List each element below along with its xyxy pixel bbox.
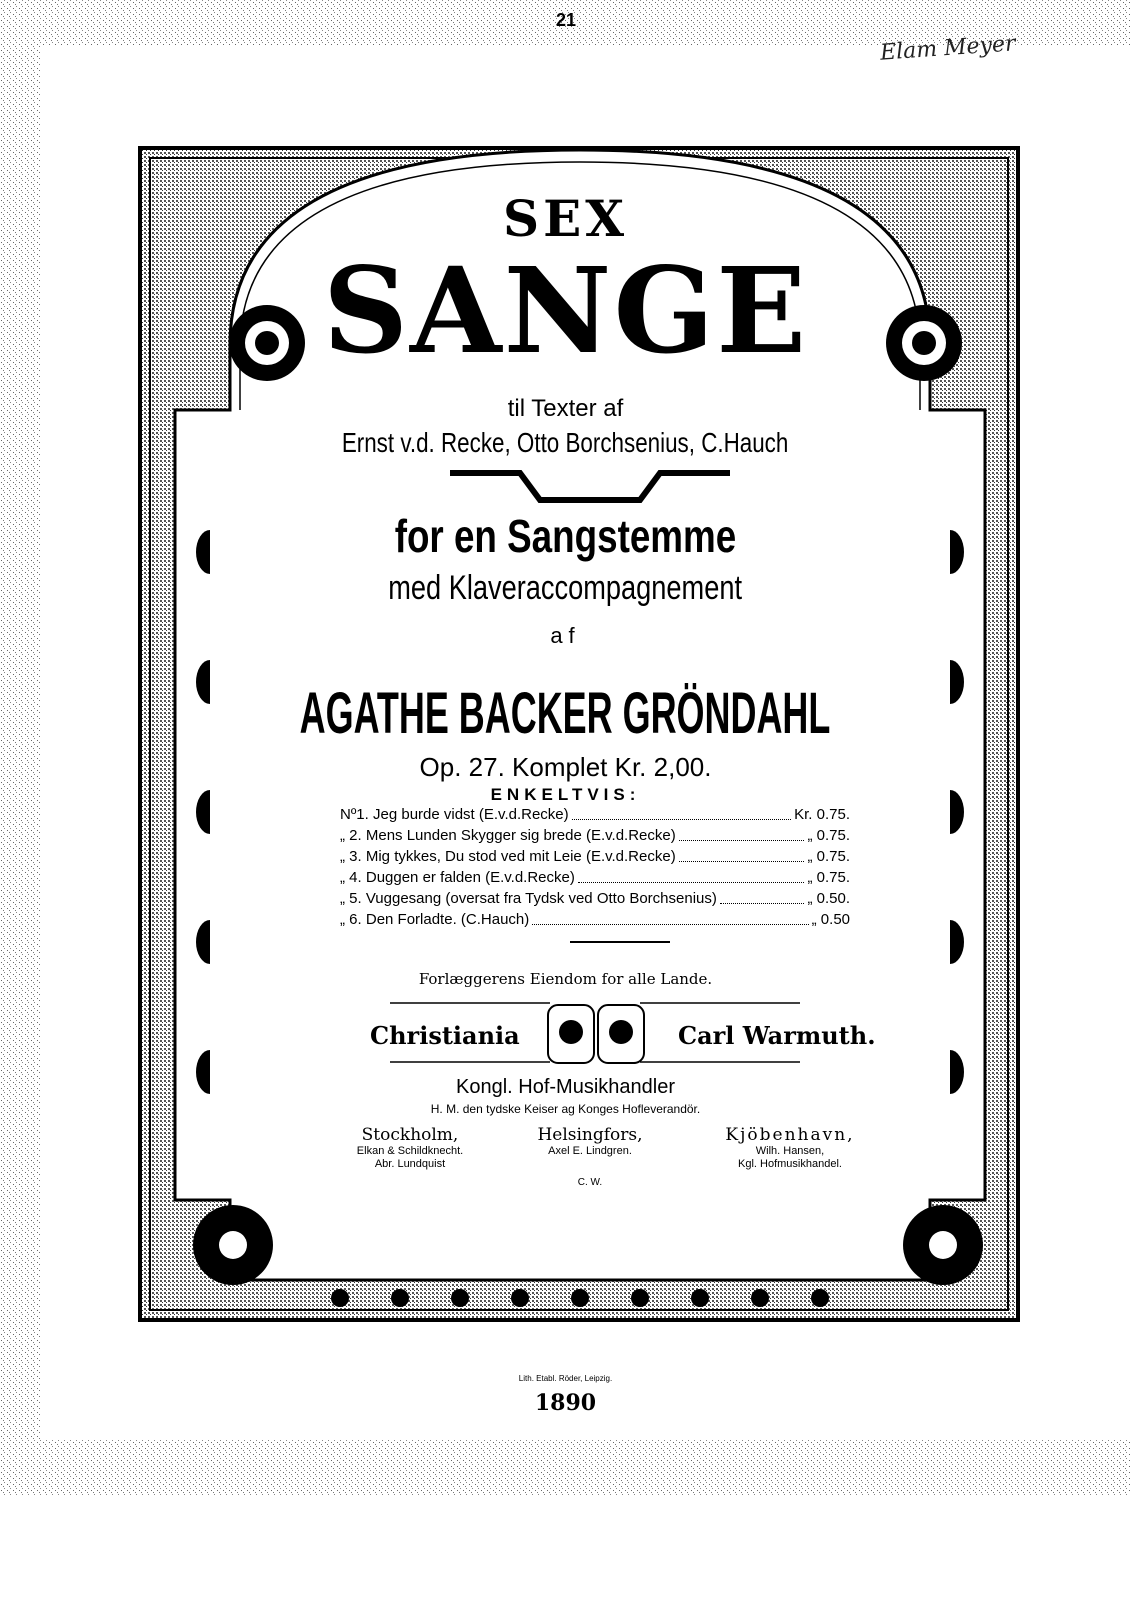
song-title: Mens Lunden Skygger sig brede (E.v.d.Recke) bbox=[365, 827, 676, 844]
song-number: Nº1. bbox=[340, 806, 369, 823]
opus-line: Op. 27. Komplet Kr. 2,00. bbox=[419, 752, 712, 782]
agent-city: Kjöbenhavn, bbox=[725, 1125, 855, 1145]
singles-heading: ENKELTVIS: bbox=[490, 785, 641, 804]
lyricists: Ernst v.d. Recke, Otto Borchsenius, C.Hauch bbox=[342, 427, 789, 458]
agent-city: Stockholm, bbox=[361, 1125, 459, 1145]
printer-credit: Lith. Etabl. Röder, Leipzig. bbox=[518, 1374, 613, 1383]
list-item bbox=[340, 890, 850, 908]
list-item bbox=[340, 848, 850, 866]
agent-line: Abr. Lundquist bbox=[374, 1158, 446, 1170]
signature: Elam Meyer bbox=[879, 31, 1017, 66]
lyricists-intro: til Texter af bbox=[507, 395, 624, 422]
song-number: „ 5. bbox=[340, 890, 362, 907]
publisher-city: Christiania bbox=[370, 1021, 520, 1050]
song-title: Vuggesang (oversat fra Tydsk ved Otto Borchsenius) bbox=[365, 890, 717, 907]
publisher-title: Kongl. Hof-Musikhandler bbox=[456, 1076, 675, 1098]
composer-name: AGATHE BACKER GRÖNDAHL bbox=[300, 681, 831, 746]
song-price: „ 0.50. bbox=[807, 890, 850, 907]
song-title: Mig tykkes, Du stod ved mit Leie (E.v.d.Recke) bbox=[365, 848, 676, 865]
publisher-name: Carl Warmuth. bbox=[678, 1021, 876, 1050]
list-item bbox=[340, 869, 850, 887]
title-line1: SEX bbox=[502, 189, 628, 248]
rights-notice: Forlæggerens Eiendom for alle Lande. bbox=[418, 970, 713, 988]
song-title: Den Forladte. (C.Hauch) bbox=[365, 911, 530, 928]
agent-kjobenhavn bbox=[690, 1125, 890, 1171]
page-number-mark: 21 bbox=[556, 10, 577, 30]
plate-mark: C. W. bbox=[577, 1177, 603, 1188]
song-price: Kr. 0.75. bbox=[794, 806, 850, 823]
agent-stockholm bbox=[300, 1125, 520, 1171]
song-price: „ 0.75. bbox=[807, 848, 850, 865]
year-mark: 1890 bbox=[534, 1390, 597, 1416]
list-item bbox=[340, 806, 850, 824]
agent-line: Axel E. Lindgren. bbox=[548, 1145, 632, 1157]
by-line: af bbox=[550, 623, 581, 648]
list-item bbox=[340, 911, 850, 929]
song-number: „ 3. bbox=[340, 848, 362, 865]
agent-line: Wilh. Hansen, bbox=[755, 1145, 825, 1157]
song-price: „ 0.50 bbox=[811, 911, 850, 928]
publisher-subtitle: H. M. den tydske Keiser ag Konges Hofleverandör. bbox=[430, 1102, 701, 1116]
song-price: „ 0.75. bbox=[807, 869, 850, 886]
song-price: „ 0.75. bbox=[807, 827, 850, 844]
list-item bbox=[340, 827, 850, 845]
song-number: „ 6. bbox=[340, 911, 362, 928]
agent-city: Helsingfors, bbox=[537, 1125, 643, 1145]
accompaniment-line: med Klaveraccompagnement bbox=[388, 569, 743, 607]
agent-helsingfors bbox=[490, 1125, 690, 1189]
song-title: Duggen er falden (E.v.d.Recke) bbox=[365, 869, 575, 886]
song-number: „ 4. bbox=[340, 869, 362, 886]
agent-line: Kgl. Hofmusikhandel. bbox=[738, 1158, 842, 1170]
voice-line: for en Sangstemme bbox=[394, 510, 737, 562]
song-number: „ 2. bbox=[340, 827, 362, 844]
agent-line: Elkan & Schildknecht. bbox=[356, 1145, 464, 1157]
song-title: Jeg burde vidst (E.v.d.Recke) bbox=[373, 806, 569, 823]
title-line2: SANGE bbox=[322, 241, 809, 380]
